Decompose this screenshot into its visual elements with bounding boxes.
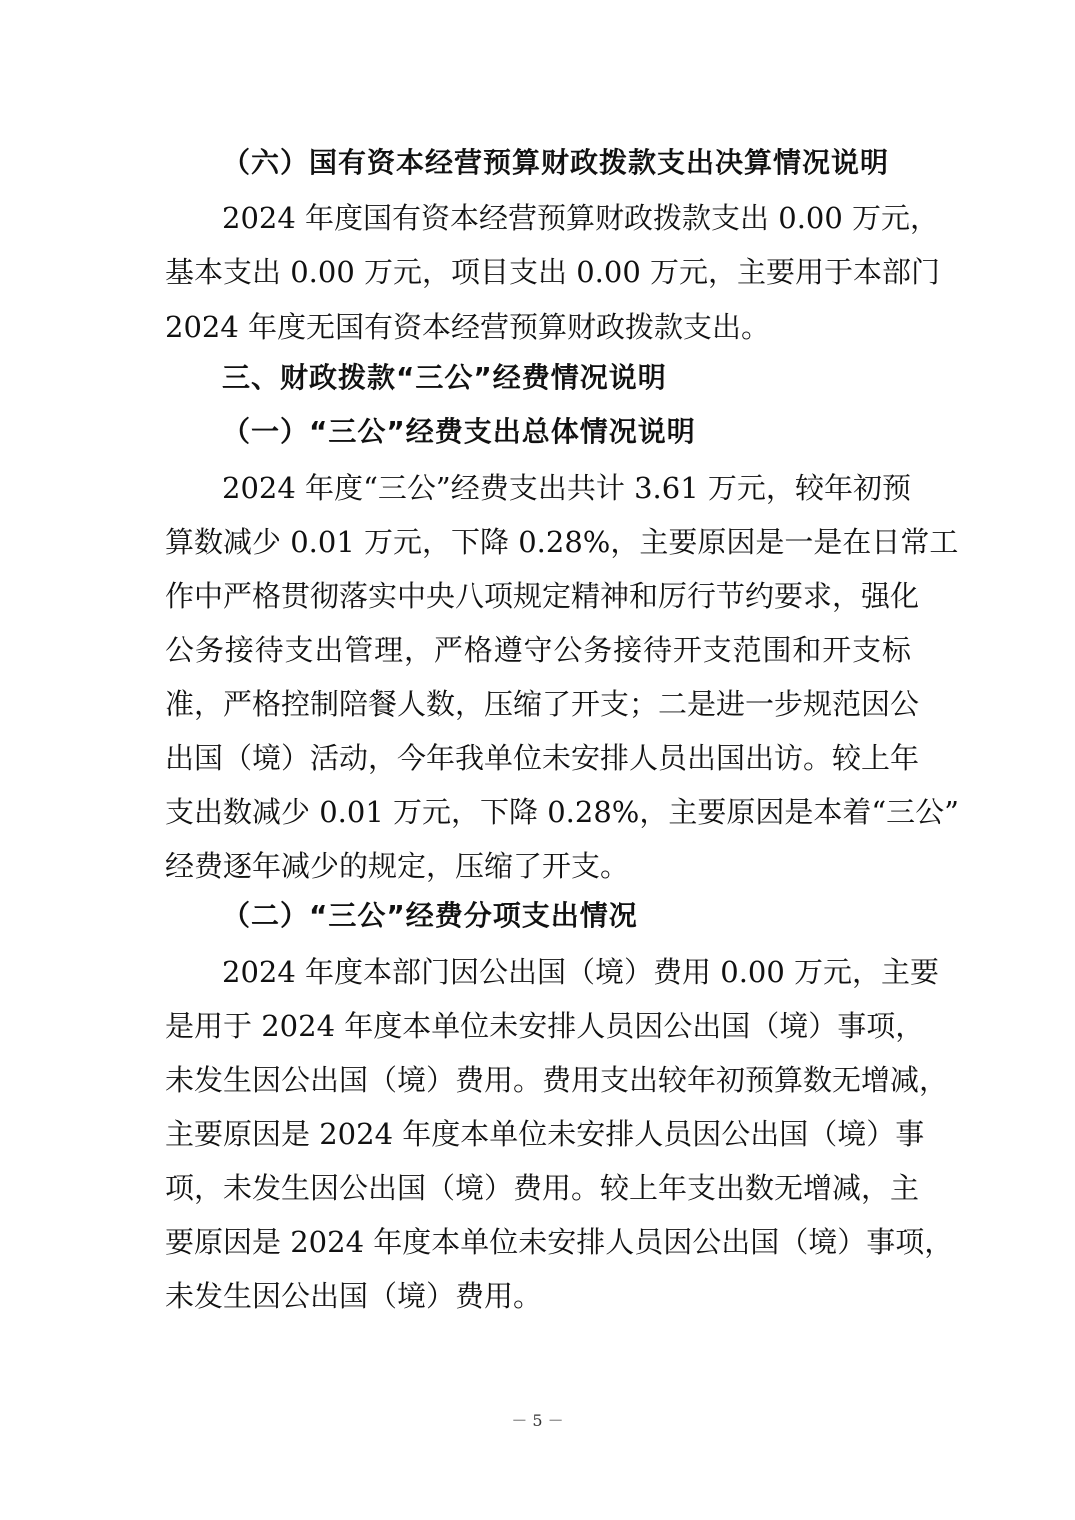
paragraph-line: 未发生因公出国（境）费用。 bbox=[165, 1279, 543, 1313]
paragraph-line: 出国（境）活动，今年我单位未安排人员出国出访。较上年 bbox=[165, 741, 920, 775]
paragraph-line: 未发生因公出国（境）费用。费用支出较年初预算数无增减， bbox=[165, 1063, 949, 1097]
subsection-heading-1: （一）“三公”经费支出总体情况说明 bbox=[222, 415, 696, 448]
paragraph-line: 2024 年度国有资本经营预算财政拨款支出 0.00 万元， bbox=[222, 201, 940, 235]
paragraph-line: 2024 年度“三公”经费支出共计 3.61 万元，较年初预 bbox=[222, 471, 911, 505]
subsection-heading-2: （二）“三公”经费分项支出情况 bbox=[222, 899, 638, 932]
page-number: － 5 － bbox=[511, 1411, 564, 1430]
paragraph-line: 准，严格控制陪餐人数，压缩了开支；二是进一步规范因公 bbox=[165, 687, 920, 721]
paragraph-line: 算数减少 0.01 万元，下降 0.28%，主要原因是一是在日常工 bbox=[165, 525, 959, 559]
paragraph-line: 主要原因是 2024 年度本单位未安排人员因公出国（境）事 bbox=[165, 1117, 925, 1151]
paragraph-line: 经费逐年减少的规定，压缩了开支。 bbox=[165, 849, 630, 883]
paragraph-line: 公务接待支出管理，严格遵守公务接待开支范围和开支标 bbox=[165, 633, 911, 667]
paragraph-line: 基本支出 0.00 万元，项目支出 0.00 万元，主要用于本部门 bbox=[165, 255, 941, 289]
paragraph-line: 支出数减少 0.01 万元，下降 0.28%，主要原因是本着“三公” bbox=[165, 795, 960, 829]
paragraph-line: 是用于 2024 年度本单位未安排人员因公出国（境）事项， bbox=[165, 1009, 925, 1043]
part-heading-3: 三、财政拨款“三公”经费情况说明 bbox=[222, 361, 667, 394]
paragraph-line: 2024 年度本部门因公出国（境）费用 0.00 万元，主要 bbox=[222, 955, 940, 989]
paragraph-line: 项，未发生因公出国（境）费用。较上年支出数无增减，主 bbox=[165, 1171, 920, 1205]
section-heading-6: （六）国有资本经营预算财政拨款支出决算情况说明 bbox=[222, 146, 890, 179]
paragraph-line: 2024 年度无国有资本经营预算财政拨款支出。 bbox=[165, 310, 771, 344]
paragraph-line: 作中严格贯彻落实中央八项规定精神和厉行节约要求，强化 bbox=[165, 579, 920, 613]
paragraph-line: 要原因是 2024 年度本单位未安排人员因公出国（境）事项， bbox=[165, 1225, 954, 1259]
